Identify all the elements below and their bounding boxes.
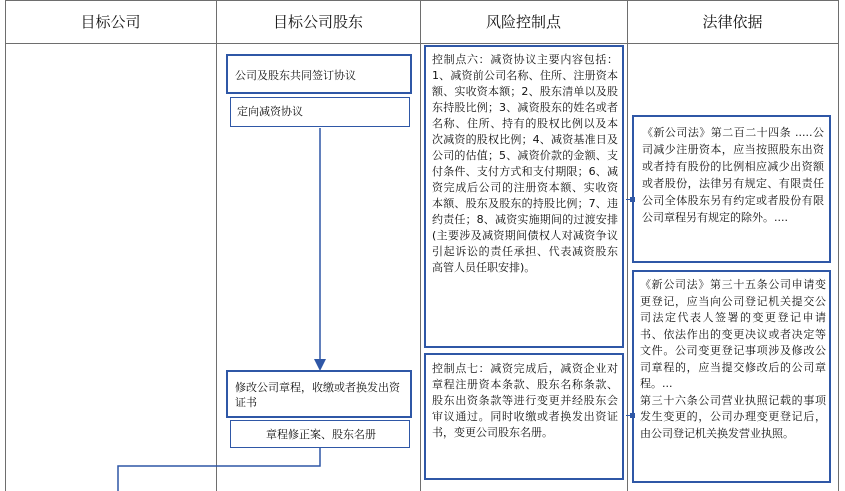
sign-agreement-box	[226, 54, 412, 94]
link-point6-marker	[630, 197, 635, 202]
articles-amendment-doc	[230, 420, 410, 448]
legal-basis-35-text: 《新公司法》第三十五条公司申请变更登记，应当向公司登记机关提交公司法定代表人签署的变更登记申请书、依法作出的变更决议或者决定等文件。公司变更登记事项涉及修改公司章程的，应当提交修改后的公司章程。... 第三十六条公司营业执照记载的事项发生变更的，公司办理变更登记后，由公司登记机关换发营业执照。	[640, 278, 826, 440]
control-point-6-box	[424, 45, 624, 348]
directed-reduction-agreement-doc	[230, 97, 410, 127]
control-point-6-text: 控制点六：减资协议主要内容包括：1、减资前公司名称、住所、注册资本额、实收资本额；2、股东清单以及股东持股比例；3、减资股东的姓名或者名称、住所、持有的股权比例以及本次减资的股权比例；4、减资基准日及公司的估值；5、减资价款的金额、支付条件、支付方式和支付期限；6、减资完成后公司的注册资本额、实收资本额、股东及股东的持股比例；7、违约责任；8、减资实施期间的过渡安排(主要涉及减资期间债权人对减资争议引起诉讼的责任承担、代表减资股东高管人员任职安排)。	[432, 53, 618, 274]
sign-agreement-label: 公司及股东共同签订协议	[235, 69, 356, 82]
control-point-7-text: 控制点七：减资完成后，减资企业对章程注册资本条款、股东名称条款、股东出资条款等进行变更并经股东会审议通过。同时收缴或者换发出资证书，变更公司股东名册。	[432, 362, 618, 439]
directed-reduction-agreement-label: 定向减资协议	[237, 105, 303, 118]
header-legal-basis: 法律依据	[702, 13, 763, 31]
legal-basis-35-box	[632, 270, 831, 483]
amend-articles-label: 修改公司章程，收缴或者换发出资证书	[235, 381, 400, 409]
articles-amendment-label: 章程修正案、股东名册	[266, 428, 376, 441]
legal-basis-224-box	[632, 115, 831, 263]
link-point7-marker	[630, 413, 635, 418]
header-target-shareholders: 目标公司股东	[272, 13, 363, 31]
amend-articles-box	[226, 370, 412, 418]
control-point-7-box	[424, 353, 624, 480]
flow-exit-connector	[118, 448, 320, 491]
legal-basis-224-text: 《新公司法》第二百二十四条 .....公司减少注册资本，应当按照股东出资或者持有股份的比例相应减少出资额或者股份，法律另有规定、有限责任公司全体股东另有约定或者股份有限公司章程另有规定的除外。....	[642, 126, 824, 224]
header-risk-control-points: 风险控制点	[485, 13, 561, 31]
header-target-company: 目标公司	[80, 13, 141, 31]
